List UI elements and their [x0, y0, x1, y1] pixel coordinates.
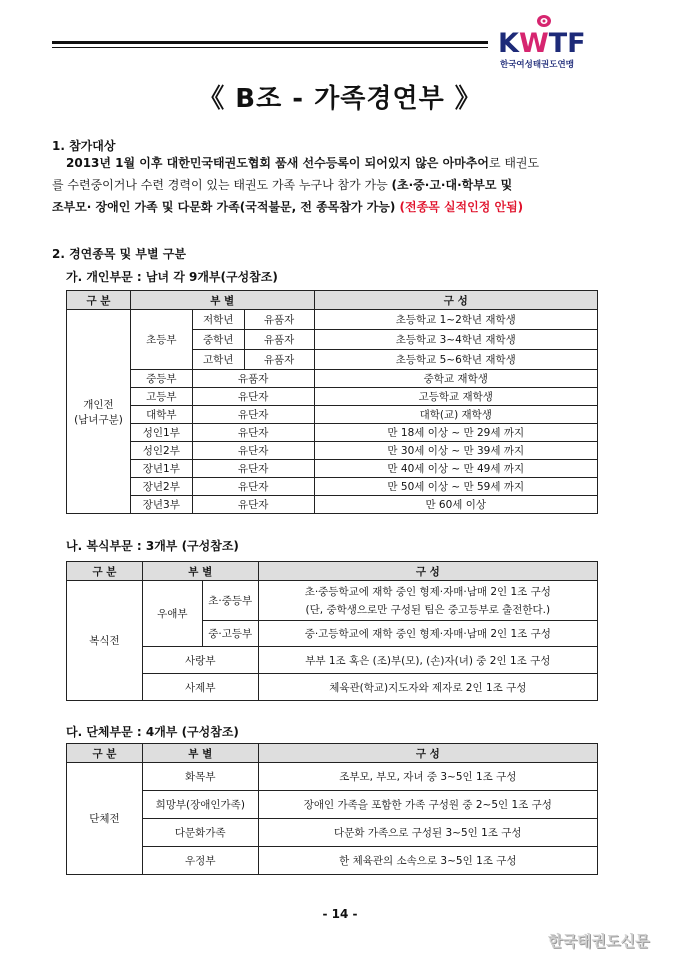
- section-2-heading: 2. 경연종목 및 부별 구분: [52, 247, 186, 261]
- table-row: 장년3부 유단자 만 60세 이상: [67, 496, 598, 514]
- header-category: 구 분: [67, 562, 143, 581]
- header-division: 부 별: [142, 744, 258, 763]
- group-cell: 복식전: [67, 581, 143, 701]
- table-row: 고학년 유품자 초등학교 5~6학년 재학생: [67, 350, 598, 370]
- table-row: 사제부 체육관(학교)지도자와 제자로 2인 1조 구성: [67, 674, 598, 701]
- table-row: 대학부 유단자 대학(교) 재학생: [67, 406, 598, 424]
- header-composition: 구 성: [314, 291, 597, 310]
- section-1-body: 2013년 1월 이후 대한민국태권도협회 품새 선수등록이 되어있지 않은 아마추어로 태권도 를 수련중이거나 수련 경력이 있는 태권도 가족 누구나 참가 가능 (초·중·고·대·학부모 및 조부모· 장애인 가족 및 다문화 가족(국적불문, 전 종목참가 가능) (전종목 실적인정 안됨): [52, 156, 540, 214]
- watermark: 한국태권도신문: [548, 932, 650, 950]
- table-row: 다문화가족 다문화 가족으로 구성된 3~5인 1조 구성: [67, 819, 598, 847]
- table-row: 희망부(장애인가족) 장애인 가족을 포함한 가족 구성원 중 2~5인 1조 구성: [67, 791, 598, 819]
- table-row: 중학년 유품자 초등학교 3~4학년 재학생: [67, 330, 598, 350]
- header-division: 부 별: [130, 291, 314, 310]
- table-row: 우정부 한 체육관의 소속으로 3~5인 1조 구성: [67, 847, 598, 875]
- table-row: 성인1부 유단자 만 18세 이상 ~ 만 29세 까지: [67, 424, 598, 442]
- table-row: 중등부 유품자 중학교 재학생: [67, 370, 598, 388]
- table-row: 장년2부 유단자 만 50세 이상 ~ 만 59세 까지: [67, 478, 598, 496]
- page-number: - 14 -: [322, 907, 358, 921]
- kwtf-logo: [492, 14, 632, 70]
- group-cell: 단체전: [67, 763, 143, 875]
- group-cell: 개인전 (남녀구분): [67, 310, 131, 514]
- page-title: 《 B조 - 가족경연부 》: [198, 84, 482, 114]
- header-rule-thin: [52, 47, 488, 48]
- header-category: 구 분: [67, 744, 143, 763]
- table-individual: [66, 290, 598, 514]
- table-row: 고등부 유단자 고등학교 재학생: [67, 388, 598, 406]
- logo-subtitle: 한국여성태권도연맹: [500, 60, 574, 70]
- table-row: 개인전 (남녀구분) 초등부 저학년 유품자 초등학교 1~2학년 재학생: [67, 310, 598, 330]
- table-row: 사랑부 부부 1조 혹은 (조)부(모), (손)자(녀) 중 2인 1조 구성: [67, 647, 598, 674]
- header-rule-thick: [52, 41, 488, 44]
- flower-icon: [536, 14, 552, 28]
- table-row: 복식전 우애부 초·중등부 초·중등학교에 재학 중인 형제·자매·남매 2인 1조 구성 (단, 중학생으로만 구성된 팀은 중고등부로 출전한다.): [67, 581, 598, 621]
- subsection-c-heading: 다. 단체부문 : 4개부 (구성참조): [66, 725, 239, 739]
- subsection-b-heading: 나. 복식부문 : 3개부 (구성참조): [66, 539, 239, 553]
- table-team: [66, 743, 598, 875]
- table-doubles: [66, 561, 598, 701]
- logo-wordmark: KWTF: [498, 28, 586, 59]
- header-composition: 구 성: [258, 562, 597, 581]
- header-division: 부 별: [142, 562, 258, 581]
- subsection-a-heading: 가. 개인부문 : 남녀 각 9개부(구성참조): [66, 270, 278, 284]
- table-row: 중·고등부 중·고등학교에 재학 중인 형제·자매·남매 2인 1조 구성: [67, 621, 598, 647]
- section-1-heading: 1. 참가대상: [52, 139, 116, 153]
- table-row: 단체전 화목부 조부모, 부모, 자녀 중 3~5인 1조 구성: [67, 763, 598, 791]
- elem-division-cell: 초등부: [130, 310, 192, 370]
- header-composition: 구 성: [258, 744, 597, 763]
- header-category: 구 분: [67, 291, 131, 310]
- table-row: 성인2부 유단자 만 30세 이상 ~ 만 39세 까지: [67, 442, 598, 460]
- table-row: 장년1부 유단자 만 40세 이상 ~ 만 49세 까지: [67, 460, 598, 478]
